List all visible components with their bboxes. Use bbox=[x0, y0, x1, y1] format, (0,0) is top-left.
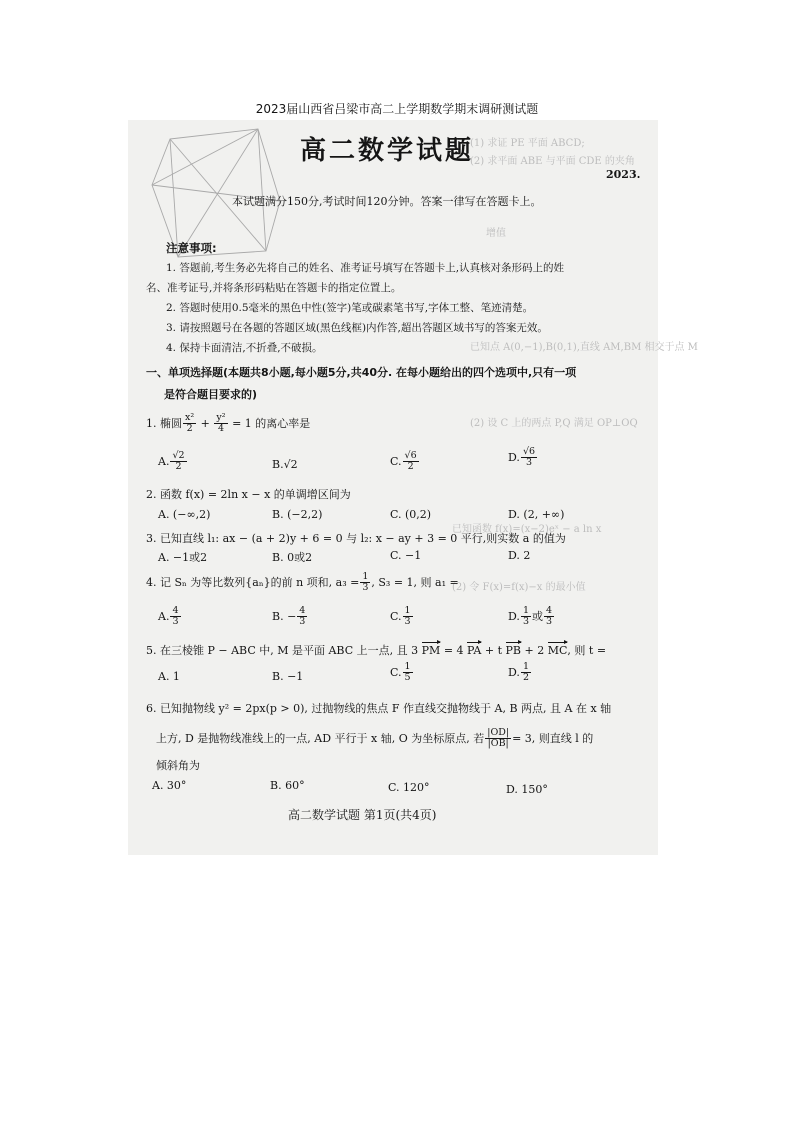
q5-option-a: A. 1 bbox=[158, 670, 180, 683]
q5-option-b: B. −1 bbox=[272, 670, 304, 683]
question-6-line3: 倾斜角为 bbox=[156, 759, 200, 772]
section-heading: 一、单项选择题(本题共8小题,每小题5分,共40分. 在每小题给出的四个选项中,只有一项 bbox=[146, 366, 577, 379]
show-through-text: (2) 令 F(x)=f(x)−x 的最小值 bbox=[452, 582, 586, 593]
question-6-line2: 上方, D 是抛物线准线上的一点, AD 平行于 x 轴, O 为坐标原点, 若 $\frac{|OD|}{|OB|}$ = 3, 则直线 l 的 bbox=[156, 727, 594, 750]
q6-option-c: C. 120° bbox=[388, 781, 430, 794]
q6-option-b: B. 60° bbox=[270, 779, 305, 792]
page-footer: 高二数学试题 第1页(共4页) bbox=[288, 808, 437, 822]
show-through-text: (2) 设 C 上的两点 P,Q 满足 OP⊥OQ bbox=[470, 418, 638, 429]
show-through-text: 已知点 A(0,−1),B(0,1),直线 AM,BM 相交于点 M bbox=[470, 342, 698, 353]
q1-option-b: B.√2 bbox=[272, 458, 298, 471]
q3-option-a: A. −1或2 bbox=[158, 551, 208, 564]
q2-option-b: B. (−2,2) bbox=[272, 508, 323, 521]
q5-option-c: C. $\frac{1}{5}$ bbox=[390, 661, 411, 684]
q3-option-d: D. 2 bbox=[508, 549, 531, 562]
q5-option-d: D. $\frac{1}{2}$ bbox=[508, 661, 529, 684]
notice-item: 1. 答题前,考生务必先将自己的姓名、准考证号填写在答题卡上,认真核对条形码上的姓 bbox=[166, 262, 565, 274]
q3-option-b: B. 0或2 bbox=[272, 551, 313, 564]
show-through-text: (1) 求证 PE 平面 ABCD; bbox=[470, 138, 585, 149]
show-through-text: (2) 求平面 ABE 与平面 CDE 的夹角 bbox=[470, 156, 635, 167]
q3-option-c: C. −1 bbox=[390, 549, 422, 562]
q4-option-d: D. $\frac{1}{3}$ 或 $\frac{4}{3}$ bbox=[508, 605, 553, 628]
exam-info: 本试题满分150分,考试时间120分钟。答案一律写在答题卡上。 bbox=[232, 195, 542, 208]
notice-item: 4. 保持卡面清洁,不折叠,不破损。 bbox=[166, 342, 323, 354]
question-6-line1: 6. 已知抛物线 y² = 2px(p > 0), 过抛物线的焦点 F 作直线交抛物线于 A, B 两点, 且 A 在 x 轴 bbox=[146, 702, 612, 715]
show-through-text: 已知函数 f(x)=(x−2)eˣ − a ln x bbox=[452, 524, 602, 535]
q4-option-b: B. − $\frac{4}{3}$ bbox=[272, 605, 306, 628]
q1-option-c: C. $\frac{√6}{2}$ bbox=[390, 450, 417, 473]
notice-item: 名、准考证号,并将条形码粘贴在答题卡的指定位置上。 bbox=[146, 282, 402, 294]
q1-option-d: D. $\frac{√6}{3}$ bbox=[508, 446, 536, 469]
q2-option-a: A. (−∞,2) bbox=[158, 508, 211, 521]
exam-year: 2023. bbox=[606, 168, 641, 181]
question-5: 5. 在三棱锥 P − ABC 中, M 是平面 ABC 上一点, 且 3 PM = 4 PA + t PB + 2 MC, 则 t = bbox=[146, 644, 607, 657]
q4-option-c: C. $\frac{1}{3}$ bbox=[390, 605, 411, 628]
show-through-text: 增值 bbox=[486, 228, 506, 239]
notice-item: 3. 请按照题号在各题的答题区域(黑色线框)内作答,超出答题区域书写的答案无效。 bbox=[166, 322, 548, 334]
question-4: 4. 记 Sₙ 为等比数列{aₙ}的前 n 项和, a₃ = $\frac{1}{3}$ , S₃ = 1, 则 a₁ = bbox=[146, 571, 459, 594]
section-heading-cont: 是符合题目要求的) bbox=[164, 388, 258, 401]
exam-title: 高二数学试题 bbox=[300, 136, 475, 166]
notice-item: 2. 答题时使用0.5毫米的黑色中性(签字)笔或碳素笔书写,字体工整、笔迹清楚。 bbox=[166, 302, 534, 314]
q4-option-a: A. $\frac{4}{3}$ bbox=[158, 605, 179, 628]
q6-option-a: A. 30° bbox=[152, 779, 187, 792]
q2-option-c: C. (0,2) bbox=[390, 508, 432, 521]
notice-title: 注意事项: bbox=[166, 241, 217, 255]
q6-option-d: D. 150° bbox=[506, 783, 548, 796]
q1-option-a: A. $\frac{√2}{2}$ bbox=[158, 450, 185, 473]
question-2: 2. 函数 f(x) = 2ln x − x 的单调增区间为 bbox=[146, 488, 351, 501]
q2-option-d: D. (2, +∞) bbox=[508, 508, 565, 521]
question-1: 1. 椭圆 $\frac{\text{x²}}{2}$ + $\frac{\text{y²}}{4}$ = 1 的离心率是 bbox=[146, 412, 311, 435]
document-title: 2023届山西省吕梁市高二上学期数学期末调研测试题 bbox=[255, 102, 539, 116]
question-3: 3. 已知直线 l₁: ax − (a + 2)y + 6 = 0 与 l₂: x − ay + 3 = 0 平行,则实数 a 的值为 bbox=[146, 532, 566, 545]
